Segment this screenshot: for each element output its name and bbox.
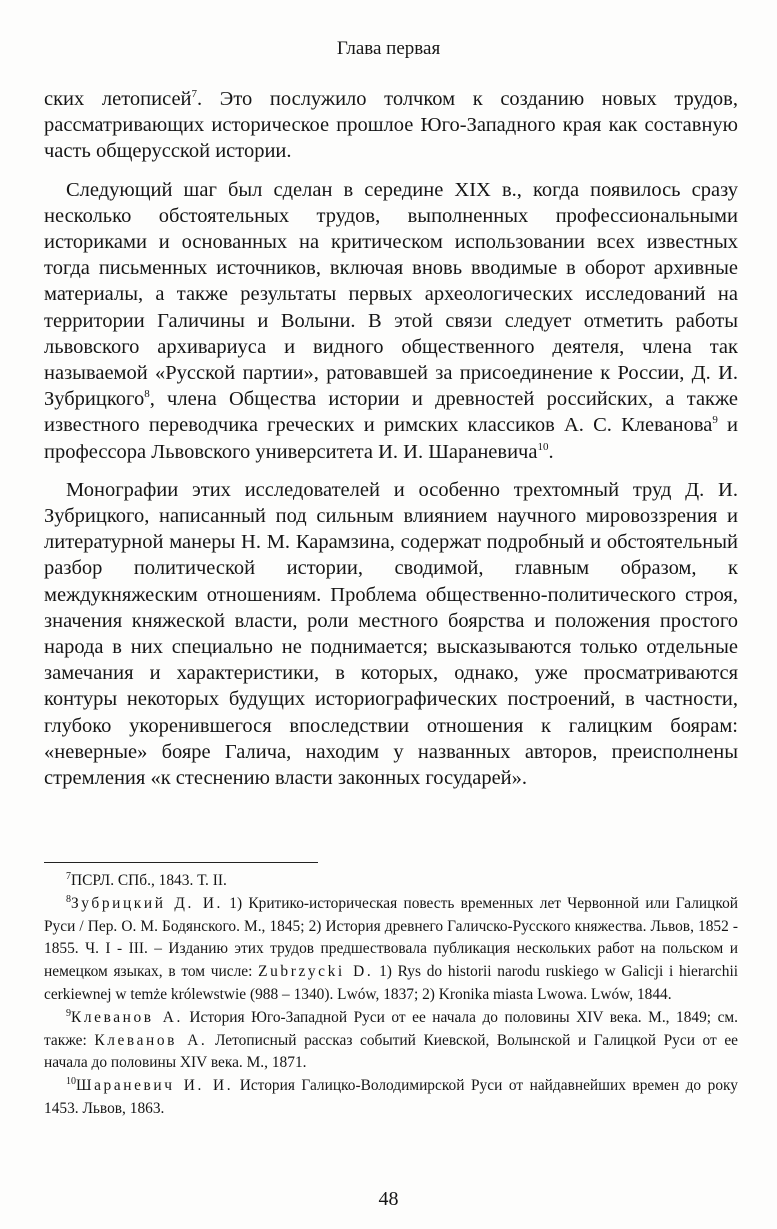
footnotes <box>44 870 738 1121</box>
footnote-10-text: История Галицко-Володимирской Руси от найдавнейших времен до року 1453. Львов, 1863. <box>44 1077 738 1117</box>
footnote-ref-9[interactable]: 9 <box>712 414 718 427</box>
footnote-ref-10[interactable]: 10 <box>537 440 549 453</box>
footnote-7-text: ПСРЛ. СПб., 1843. Т. II. <box>71 872 227 889</box>
paragraph-3: Монографии этих исследователей и особенно трехтомный труд Д. И. Зубрицкого, написанный под сильным влиянием научного мировоззрения и литературной манеры Н. М. Карамзина, содержат подробный и обстоятельный разбор политической истории, сводимой, главным образом, к междукняжеским отношениям. Проблема общественно-политического строя, значения княжеской власти, роли местного боярства и положения простого народа в них специально не поднимается; высказываются только отдельные замечания и характеристики, в которых, однако, уже просматриваются контуры некоторых будущих историографических построений, в частности, глубоко укоренившегося впоследствии отношения к галицким боярам: «неверные» бояре Галича, находим у названных авторов, преисполнены стремления «к стеснению власти законных государей». <box>44 478 738 790</box>
footnote-8 <box>44 893 738 1007</box>
footnote-8-text-polish: 1) Rys do historii narodu ruskiego w Galicji i hierarchii cerkiewnej w temże królewstwie (988 – 1340). Lwów, 1837; 2) Kronika miasta Lwowa. Lwów, 1844. <box>44 963 738 1003</box>
footnote-9-text: История Юго-Западной Руси от ее начала до половины XIV века. М., 1849; см. также: <box>44 1008 738 1049</box>
footnote-8-author: Зубрицкий Д. И. <box>71 894 223 912</box>
footnote-10 <box>44 1075 738 1121</box>
footnote-7 <box>44 870 738 893</box>
footnote-9-author: Клеванов А. <box>71 1008 183 1026</box>
footnote-mark-8: 8 <box>66 893 71 905</box>
footnote-8-text: 1) Критико-историческая повесть временных лет Червонной или Галицкой Руси / Пер. О. М. Бодянского. М., 1845; 2) История древнего Галичско-Русского княжества. Львов, 1852 - 1855. Ч. I - III. – Изданию этих трудов предшествовала публикация нескольких работ на польском и немецком языках, в том числе: <box>44 894 738 981</box>
footnote-8-author-polish: Zubrzycki D. <box>258 963 374 981</box>
p1-text-b: . Это послужило толчком к созданию новых трудов, рассматривающих историческое прошлое Юго-Западного края как составную часть общерусской истории. <box>44 88 738 163</box>
footnote-9-text-b: Летописный рассказ событий Киевской, Волынской и Галицкой Руси от ее начала до половины XIV века. М., 1871. <box>44 1031 739 1072</box>
paragraph-1 <box>44 86 738 165</box>
p2-text-c: и профессора Львовского университета И. И. Шараневича <box>44 414 738 463</box>
p2-text-d: . <box>548 440 554 463</box>
main-text <box>44 86 738 803</box>
footnote-ref-8[interactable]: 8 <box>144 388 150 401</box>
p2-text-b: , члена Общества истории и древностей российских, а также известного переводчика греческих и римских классиков А. С. Клеванова <box>44 388 738 437</box>
footnote-9-author-b: Клеванов А. <box>94 1031 208 1049</box>
paragraph-2 <box>44 177 738 465</box>
footnote-separator <box>44 862 318 863</box>
footnote-mark-7: 7 <box>66 871 71 882</box>
footnote-10-author: Шараневич И. И. <box>76 1077 234 1095</box>
running-header: Глава первая <box>336 38 441 59</box>
p2-text-a: Следующий шаг был сделан в середине XIX в., когда появилось сразу несколько обстоятельных трудов, выполненных профессиональными историками и основанных на критическом использовании всех известных тогда письменных источников, включая вновь вводимые в оборот архивные материалы, а также результаты первых археологических исследований на территории Галичины и Волыни. В этой связи следует отметить работы львовского архивариуса и видного общественного деятеля, члена так называемой «Русской партии», ратовавшей за присоединение к России, Д. И. Зубрицкого <box>44 178 738 411</box>
footnote-ref-7[interactable]: 7 <box>191 88 198 100</box>
footnote-mark-9: 9 <box>66 1007 71 1019</box>
p1-text: ских летописей <box>44 88 192 110</box>
footnote-mark-10: 10 <box>66 1076 76 1088</box>
page-number: 48 <box>378 1188 399 1210</box>
footnote-9 <box>44 1007 738 1075</box>
